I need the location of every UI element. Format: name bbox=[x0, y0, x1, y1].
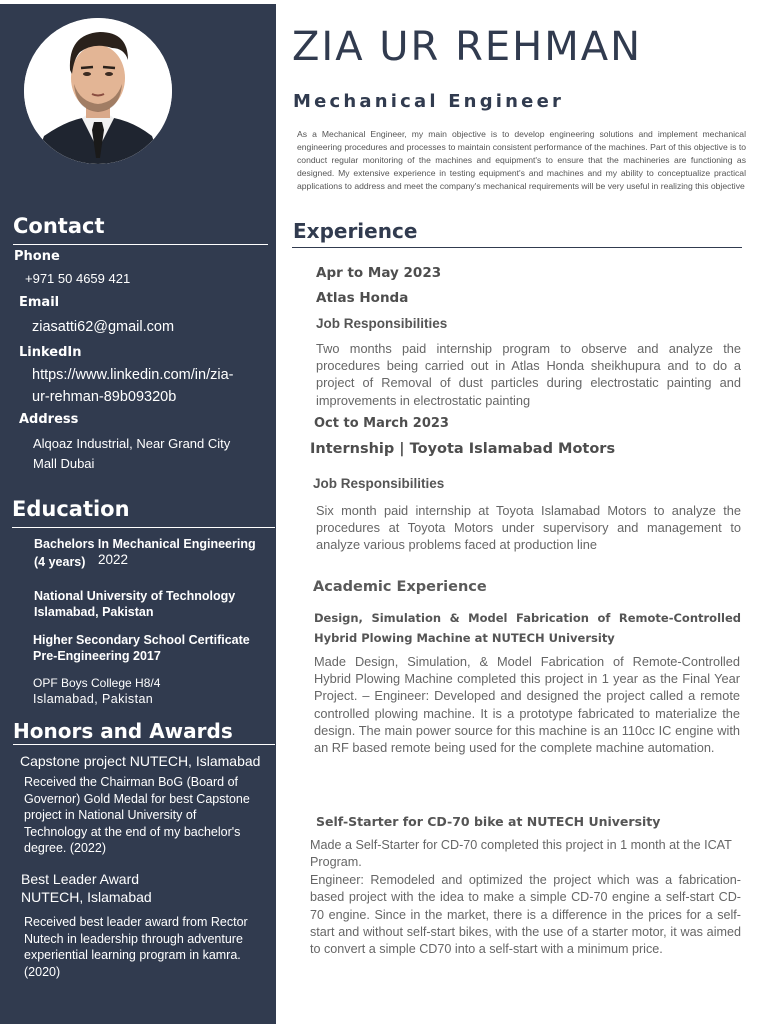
linkedin-url-line2[interactable]: ur-rehman-89b09320b bbox=[32, 389, 177, 405]
linkedin-url-line1[interactable]: https://www.linkedin.com/in/zia- bbox=[32, 367, 234, 383]
job2-description: Six month paid internship at Toyota Islamabad Motors to analyze the procedures at Toyota Motors under supervisory and management to analyze various problems faced at production line bbox=[316, 503, 741, 553]
hssc-line1: Higher Secondary School Certificate bbox=[33, 633, 250, 647]
job1-company: Atlas Honda bbox=[316, 290, 409, 306]
experience-divider bbox=[292, 247, 742, 248]
university-line2: Islamabad, Pakistan bbox=[34, 605, 154, 619]
college-line1: OPF Boys College H8/4 bbox=[33, 676, 161, 690]
award2-title-line1: Best Leader Award bbox=[21, 871, 140, 887]
award1-description: Received the Chairman BoG (Board of Governor) Gold Medal for best Capstone project in National University of Technology at the end of my bachelor's degree. (2022) bbox=[24, 775, 250, 856]
linkedin-label: LinkedIn bbox=[19, 345, 82, 360]
honors-divider bbox=[13, 744, 275, 745]
job-title: Mechanical Engineer bbox=[293, 91, 565, 112]
profile-photo bbox=[24, 18, 172, 164]
education-heading: Education bbox=[12, 497, 130, 521]
education-divider bbox=[12, 527, 275, 528]
sidebar bbox=[0, 4, 276, 1024]
honors-heading: Honors and Awards bbox=[13, 719, 233, 743]
job1-responsibilities-label: Job Responsibilities bbox=[316, 316, 448, 331]
contact-heading: Contact bbox=[13, 214, 105, 238]
award1-title: Capstone project NUTECH, Islamabad bbox=[20, 753, 261, 769]
award2-title-line2: NUTECH, Islamabad bbox=[21, 889, 152, 905]
contact-divider bbox=[13, 244, 268, 245]
project1-description: Made Design, Simulation, & Model Fabrication of Remote-Controlled Hybrid Plowing Machine completed this project in 1 year as the Final Year Project. – Engineer: Developed and designed the project called a remote controlled plowing machine. It is a prototype fabricated to materialize the design. The main power source for this machine is an 110cc IC engine with an RF based remote being used for the complete machine automation. bbox=[314, 654, 740, 756]
project2-title: Self-Starter for CD-70 bike at NUTECH University bbox=[316, 814, 661, 829]
address-line1: Alqoaz Industrial, Near Grand City bbox=[33, 436, 231, 451]
university-line1: National University of Technology bbox=[34, 589, 236, 603]
degree-year: 2022 bbox=[98, 552, 129, 567]
email-label: Email bbox=[19, 295, 60, 310]
job2-dates: Oct to March 2023 bbox=[314, 416, 449, 431]
address-label: Address bbox=[19, 412, 79, 427]
phone-value: +971 50 4659 421 bbox=[25, 271, 131, 286]
award2-description: Received best leader award from Rector Nutech in leadership through adventure experiential learning program in kamra. (2020) bbox=[24, 915, 248, 979]
job2-company: Internship | Toyota Islamabad Motors bbox=[310, 441, 616, 457]
candidate-name: ZIA UR REHMAN bbox=[292, 24, 643, 70]
profile-photo-image bbox=[24, 18, 172, 164]
job1-description: Two months paid internship program to observe and analyze the procedures being carried out in Atlas Honda sheikhupura and to do a project of Removal of dust particles during electrostatic painting and improvements in electrostatic painting bbox=[316, 341, 741, 408]
project1-title: Design, Simulation & Model Fabrication of Remote-Controlled Hybrid Plowing Machine at NUTECH University bbox=[314, 611, 741, 645]
phone-label: Phone bbox=[14, 249, 60, 264]
address-line2: Mall Dubai bbox=[33, 456, 95, 471]
project2-description-2: Engineer: Remodeled and optimized the project which was a fabrication-based project with the idea to make a simple CD-70 engine a self-start CD-70 engine. Since in the market, there is a difference in the prices for a self-start and without self-start bikes, with the use of a starter motor, it was aimed to convert a simple CD70 into a self-start with a minimum price. bbox=[310, 873, 741, 957]
college-line2: Islamabad, Pakistan bbox=[33, 692, 154, 706]
hssc-line2: Pre-Engineering 2017 bbox=[33, 649, 161, 663]
job1-dates: Apr to May 2023 bbox=[316, 265, 442, 281]
summary-paragraph: As a Mechanical Engineer, my main objective is to develop engineering solutions and implement mechanical engineering procedures and processes to maintain consistent performance of the machines. Part of this objective is to conduct regular monitoring of the machines and equipment's to ensure that the machineries are functioning as designed. My extensive experience in testing equipment's and machines and my ability to conceptualize practical applications to address and meet the company's mechanical requirements will be very useful in realizing this objective bbox=[297, 129, 746, 191]
email-value[interactable]: ziasatti62@gmail.com bbox=[32, 319, 175, 335]
degree-line1: Bachelors In Mechanical Engineering bbox=[34, 537, 256, 551]
academic-heading: Academic Experience bbox=[313, 579, 487, 595]
degree-line2: (4 years) bbox=[34, 555, 86, 569]
project2-description-1: Made a Self-Starter for CD-70 completed this project in 1 month at the ICAT Program. bbox=[310, 838, 732, 870]
job2-responsibilities-label: Job Responsibilities bbox=[313, 476, 445, 491]
experience-heading: Experience bbox=[293, 219, 418, 243]
